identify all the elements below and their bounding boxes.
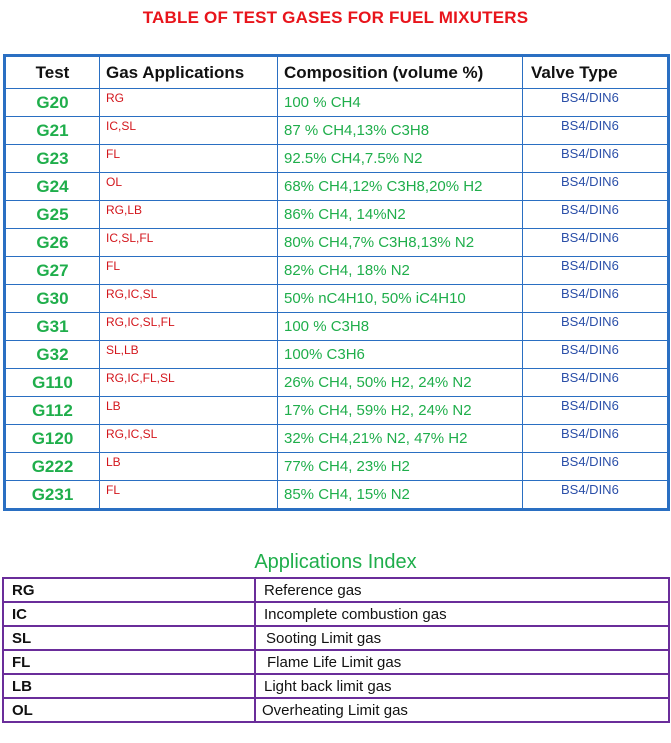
composition: 50% nC4H10, 50% iC4H10 <box>278 285 523 313</box>
application-description: Reference gas <box>255 578 669 602</box>
valve-type: BS4/DIN6 <box>523 425 669 453</box>
gas-applications: FL <box>100 257 278 285</box>
test-id: G32 <box>5 341 100 369</box>
header-gas-applications: Gas Applications <box>100 56 278 89</box>
application-description: Incomplete combustion gas <box>255 602 669 626</box>
gas-applications: RG,IC,SL <box>100 285 278 313</box>
test-id: G110 <box>5 369 100 397</box>
table-row <box>5 397 669 425</box>
table-row <box>5 481 669 510</box>
test-id: G26 <box>5 229 100 257</box>
valve-type: BS4/DIN6 <box>523 89 669 117</box>
applications-index-title: Applications Index <box>254 551 417 573</box>
valve-type: BS4/DIN6 <box>523 173 669 201</box>
gas-applications: RG,LB <box>100 201 278 229</box>
test-gases-table <box>3 54 670 511</box>
test-id: G24 <box>5 173 100 201</box>
composition: 82% CH4, 18% N2 <box>278 257 523 285</box>
application-code: IC <box>3 602 255 626</box>
application-code: LB <box>3 674 255 698</box>
valve-type: BS4/DIN6 <box>523 257 669 285</box>
composition: 100 % CH4 <box>278 89 523 117</box>
header-composition: Composition (volume %) <box>278 56 523 89</box>
test-id: G21 <box>5 117 100 145</box>
table-row <box>5 117 669 145</box>
application-code: FL <box>3 650 255 674</box>
test-id: G222 <box>5 453 100 481</box>
table-row <box>5 453 669 481</box>
table-row <box>5 341 669 369</box>
gas-applications: RG,IC,SL <box>100 425 278 453</box>
composition: 32% CH4,21% N2, 47% H2 <box>278 425 523 453</box>
table-header-row <box>5 56 669 89</box>
test-id: G23 <box>5 145 100 173</box>
composition: 100% C3H6 <box>278 341 523 369</box>
valve-type: BS4/DIN6 <box>523 397 669 425</box>
valve-type: BS4/DIN6 <box>523 145 669 173</box>
gas-applications: SL,LB <box>100 341 278 369</box>
valve-type: BS4/DIN6 <box>523 313 669 341</box>
index-body <box>3 578 669 722</box>
gas-applications: RG,IC,SL,FL <box>100 313 278 341</box>
table-row <box>5 145 669 173</box>
composition: 26% CH4, 50% H2, 24% N2 <box>278 369 523 397</box>
table-row <box>5 425 669 453</box>
table-row <box>5 173 669 201</box>
application-code: RG <box>3 578 255 602</box>
application-description: Sooting Limit gas <box>255 626 669 650</box>
index-row <box>3 698 669 722</box>
test-id: G231 <box>5 481 100 510</box>
table-row <box>5 89 669 117</box>
composition: 87 % CH4,13% C3H8 <box>278 117 523 145</box>
table-row <box>5 369 669 397</box>
composition: 77% CH4, 23% H2 <box>278 453 523 481</box>
table-row <box>5 229 669 257</box>
index-row <box>3 650 669 674</box>
gas-applications: IC,SL <box>100 117 278 145</box>
index-row <box>3 602 669 626</box>
gas-applications: OL <box>100 173 278 201</box>
application-code: SL <box>3 626 255 650</box>
composition: 86% CH4, 14%N2 <box>278 201 523 229</box>
table-row <box>5 201 669 229</box>
application-description: Flame Life Limit gas <box>255 650 669 674</box>
table-row <box>5 313 669 341</box>
gas-applications: RG,IC,FL,SL <box>100 369 278 397</box>
valve-type: BS4/DIN6 <box>523 229 669 257</box>
header-valve-type: Valve Type <box>523 56 669 89</box>
gas-applications: LB <box>100 397 278 425</box>
composition: 100 % C3H8 <box>278 313 523 341</box>
composition: 17% CH4, 59% H2, 24% N2 <box>278 397 523 425</box>
gas-applications: RG <box>100 89 278 117</box>
valve-type: BS4/DIN6 <box>523 481 669 510</box>
table-body <box>5 89 669 510</box>
test-id: G27 <box>5 257 100 285</box>
gas-applications: LB <box>100 453 278 481</box>
valve-type: BS4/DIN6 <box>523 341 669 369</box>
valve-type: BS4/DIN6 <box>523 453 669 481</box>
application-description: Light back limit gas <box>255 674 669 698</box>
composition: 68% CH4,12% C3H8,20% H2 <box>278 173 523 201</box>
table-row <box>5 257 669 285</box>
application-code: OL <box>3 698 255 722</box>
test-id: G120 <box>5 425 100 453</box>
index-row <box>3 674 669 698</box>
gas-applications: FL <box>100 481 278 510</box>
composition: 80% CH4,7% C3H8,13% N2 <box>278 229 523 257</box>
application-description: Overheating Limit gas <box>255 698 669 722</box>
valve-type: BS4/DIN6 <box>523 369 669 397</box>
valve-type: BS4/DIN6 <box>523 285 669 313</box>
gas-applications: FL <box>100 145 278 173</box>
test-id: G20 <box>5 89 100 117</box>
applications-index-table <box>2 577 670 723</box>
page-title: TABLE OF TEST GASES FOR FUEL MIXUTERS <box>142 8 529 27</box>
composition: 92.5% CH4,7.5% N2 <box>278 145 523 173</box>
table-row <box>5 285 669 313</box>
index-row <box>3 578 669 602</box>
index-row <box>3 626 669 650</box>
header-test: Test <box>5 56 100 89</box>
test-id: G31 <box>5 313 100 341</box>
gas-applications: IC,SL,FL <box>100 229 278 257</box>
valve-type: BS4/DIN6 <box>523 201 669 229</box>
valve-type: BS4/DIN6 <box>523 117 669 145</box>
test-id: G112 <box>5 397 100 425</box>
composition: 85% CH4, 15% N2 <box>278 481 523 510</box>
test-id: G30 <box>5 285 100 313</box>
test-id: G25 <box>5 201 100 229</box>
